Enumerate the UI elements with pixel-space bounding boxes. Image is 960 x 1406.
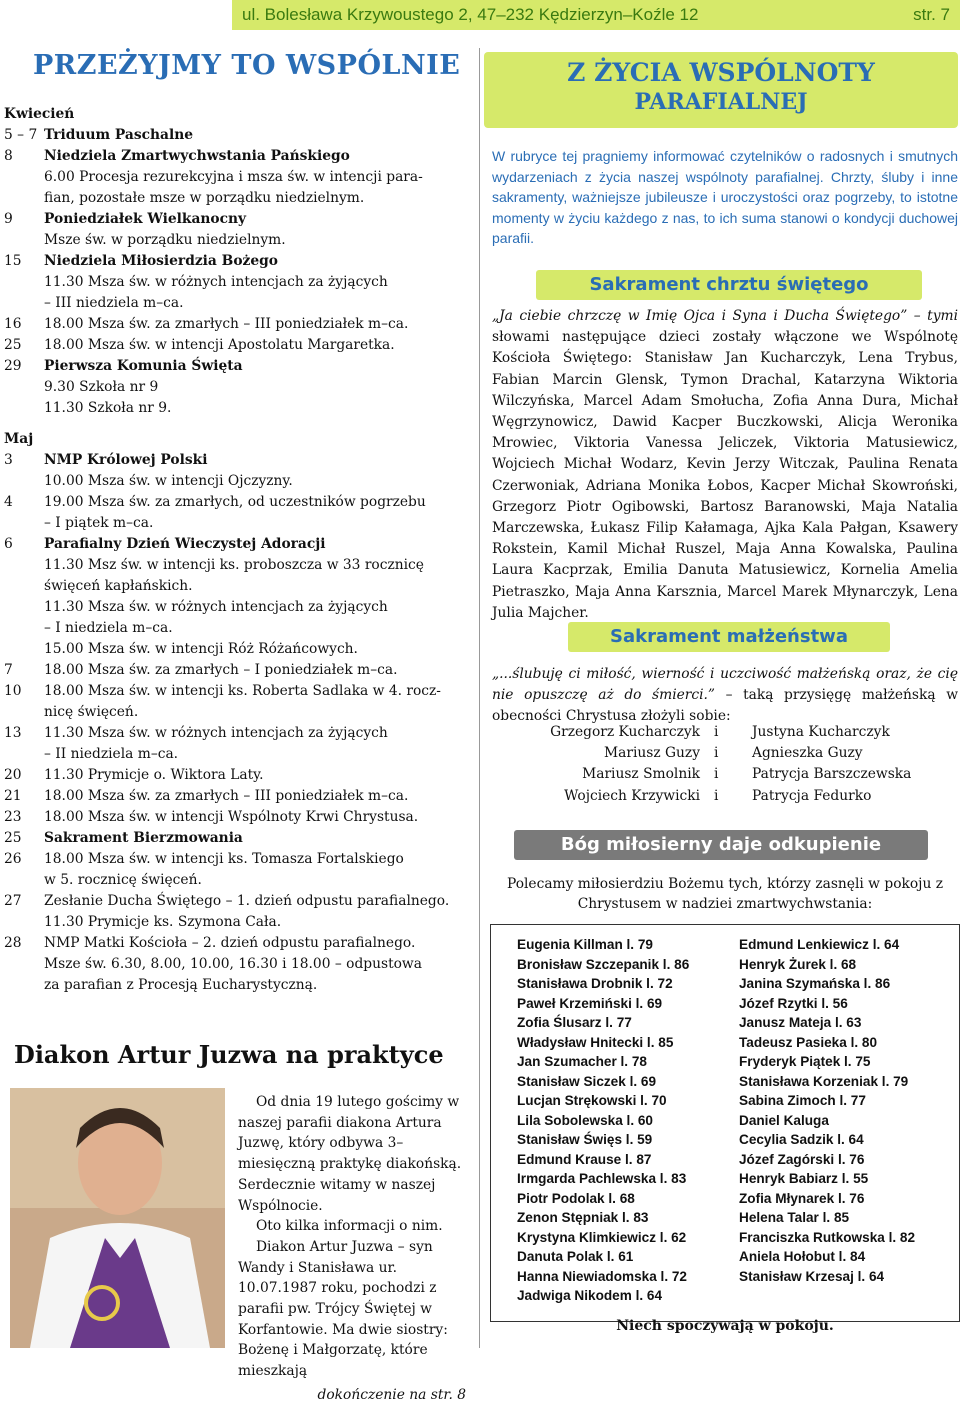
schedule-text: 18.00 Msza św. za zmarłych – III poniedziałek m–ca. — [44, 316, 409, 332]
schedule-date: 25 — [4, 830, 22, 846]
may-list — [4, 450, 474, 996]
schedule-row — [4, 125, 474, 146]
schedule-text: Zesłanie Ducha Świętego – 1. dzień odpustu parafialnego. — [44, 893, 450, 909]
schedule-text: 18.00 Msza św. za zmarłych – III poniedziałek m–ca. — [44, 788, 409, 804]
deceased-name: Bronisław Szczepanik l. 86 — [517, 956, 690, 972]
deceased-name: Józef Rzytki l. 56 — [739, 995, 848, 1011]
mercy-banner: Bóg miłosierny daje odkupienie — [514, 830, 928, 860]
schedule-text: 11.30 Szkoła nr 9. — [44, 400, 172, 416]
groom-name: Grzegorz Kucharczyk — [550, 724, 700, 740]
groom-name: Wojciech Krzywicki — [564, 787, 700, 804]
bride-name: Justyna Kucharczyk — [752, 724, 890, 740]
conjunction: i — [714, 766, 719, 783]
schedule-title: PRZEŻYJMY TO WSPÓLNIE — [33, 50, 461, 81]
schedule-text: 10.00 Msza św. w intencji Ojczyzny. — [44, 473, 293, 489]
marriage-vow: „...ślubuję ci miłość, wierność i uczciwość małżeńską oraz, że cię nie opuszczę aż do śmierci.” — [492, 666, 958, 704]
deceased-name: Hanna Niewiadomska l. 72 — [517, 1268, 687, 1284]
schedule-row — [4, 167, 474, 188]
schedule-text: 19.00 Msza św. za zmarłych, od uczestników pogrzebu — [44, 494, 426, 510]
deceased-name: Cecylia Sadzik l. 64 — [739, 1132, 864, 1147]
schedule-text: – III niedziela m–ca. — [44, 295, 184, 311]
schedule-row — [4, 597, 474, 618]
deceased-name: Stanisława Drobnik l. 72 — [517, 976, 673, 991]
schedule-row — [4, 377, 474, 398]
schedule-row — [4, 639, 474, 660]
deceased-name: Helena Talar l. 85 — [739, 1210, 850, 1225]
schedule-row — [4, 933, 474, 954]
baptism-names: słowami następujące dzieci zostały włączone we Wspólnotę Kościoła Świętego: Stanisław Jan Kucharczyk, Lena Trybus, Fabian Marcin Glensk, Tymon Drachal, Katarzyna Wiktoria Wilczyńska, Marcel Adam Smołucha, Zofia Anna Dura, Michał Węgrzynowicz, Dawid Kacper Buczkowski, Alicja Weronika Mrowiec, Viktoria Vanessa Jeliczek, Viktoria Matusiewicz, Wojciech Michał Wodarz, Kevin Jerzy Witczak, Paulina Renata Czerwoniak, Adriana Monika Łobos, Kacper Michał Skowroński, Grzegorz Piotr Ogibowski, Bartosz Baranowski, Maja Natalia Marczewska, Łukasz Filip Kałamaga, Ajka Kala Pałgan, Ksawery Rokstein, Kamil Michał Ruszel, Maja Anna Kowalska, Paulina Laura Kacprzak, Emilia Danuta Matusiewicz, Kornelia Amelia Pietraszko, Maja Anna Karsznia, Marcel Marek Młynarczyk, Lena Julia Majcher. — [492, 329, 958, 621]
deacon-paragraph-3: Diakon Artur Juzwa – syn Wandy i Stanisława ur. 10.07.1987 roku, pochodzi z parafii pw. Trójcy Świętej w Korfantowie. Ma dwie siostry: Bożenę i Małgorzatę, które mieszkają — [238, 1238, 448, 1380]
deceased-name: Aniela Hołobut l. 84 — [739, 1249, 866, 1264]
schedule-text: Niedziela Miłosierdzia Bożego — [44, 253, 278, 269]
deceased-name: Janina Szymańska l. 86 — [739, 976, 891, 991]
groom-name: Mariusz Guzy — [604, 745, 700, 762]
deacon-photo — [10, 1088, 225, 1348]
marriage-banner: Sakrament małżeństwa — [568, 622, 890, 652]
schedule-row — [4, 786, 474, 807]
schedule-date: 5 – 7 — [4, 127, 38, 143]
couple-row — [492, 786, 958, 807]
schedule-row — [4, 576, 474, 597]
couple-row — [492, 722, 958, 743]
schedule-text: 6.00 Procesja rezurekcyjna i msza św. w intencji para- — [44, 169, 423, 185]
schedule-text: 9.30 Szkoła nr 9 — [44, 379, 159, 395]
parish-address: ul. Bolesława Krzywoustego 2, 47–232 Kędzierzyn–Koźle 12 — [242, 5, 699, 24]
conjunction: i — [714, 745, 719, 762]
deceased-name: Zofia Młynarek l. 76 — [739, 1190, 865, 1206]
schedule-date: 20 — [4, 767, 22, 783]
schedule-row — [4, 660, 474, 681]
schedule-date: 29 — [4, 358, 22, 374]
schedule-row — [4, 807, 474, 828]
deceased-name: Sabina Zimoch l. 77 — [739, 1093, 866, 1108]
deacon-article — [238, 1092, 466, 1406]
community-header — [484, 52, 958, 128]
schedule-row — [4, 314, 474, 335]
schedule-row — [4, 954, 474, 975]
deceased-box — [490, 924, 960, 1322]
page-number: str. 7 — [913, 5, 950, 24]
schedule-text: nicę święceń. — [44, 704, 139, 720]
community-title: Z ŻYCIA WSPÓLNOTY — [567, 58, 875, 87]
deceased-name: Fryderyk Piątek l. 75 — [739, 1054, 871, 1069]
schedule-date: 9 — [4, 211, 13, 227]
schedule-text: 11.30 Prymicje ks. Szymona Cała. — [44, 914, 282, 930]
schedule-text: – I piątek m–ca. — [44, 515, 154, 531]
deceased-name: Tadeusz Pasieka l. 80 — [739, 1034, 878, 1050]
schedule-text: 11.30 Msza św. w różnych intencjach za żyjących — [44, 274, 388, 290]
schedule-row — [4, 293, 474, 314]
bride-name: Agnieszka Guzy — [752, 745, 863, 762]
schedule-date: 7 — [4, 662, 13, 678]
deceased-name: Franciszka Rutkowska l. 82 — [739, 1229, 916, 1245]
schedule-row — [4, 356, 474, 377]
couple-row — [492, 764, 958, 785]
schedule-date: 13 — [4, 725, 22, 741]
deceased-name: Danuta Polak l. 61 — [517, 1249, 634, 1264]
schedule-text: w 5. rocznicę święceń. — [44, 872, 202, 888]
schedule-row — [4, 618, 474, 639]
deceased-column-1 — [517, 935, 689, 1306]
mercy-text: Polecamy miłosierdziu Bożemu tych, którzy zasnęli w pokoju z Chrystusem w nadziei zmartwychwstania: — [506, 876, 943, 912]
deceased-name: Daniel Kaluga — [739, 1112, 829, 1128]
schedule-text: 18.00 Msza św. w intencji Wspólnoty Krwi Chrystusa. — [44, 809, 419, 825]
schedule-text: 18.00 Msza św. w intencji ks. Tomasza Fortalskiego — [44, 851, 404, 867]
deceased-name: Zofia Ślusarz l. 77 — [517, 1015, 632, 1030]
schedule-date: 15 — [4, 253, 22, 269]
schedule-text: Msze św. w porządku niedzielnym. — [44, 232, 286, 248]
deceased-name: Henryk Żurek l. 68 — [739, 956, 857, 972]
schedule-row — [4, 744, 474, 765]
schedule-text: 18.00 Msza św. w intencji Apostolatu Margaretka. — [44, 337, 395, 353]
schedule-date: 3 — [4, 452, 13, 468]
schedule-text: 18.00 Msza św. w intencji ks. Roberta Sadlaka w 4. rocz- — [44, 683, 441, 699]
schedule-date: 26 — [4, 851, 22, 867]
schedule-date: 23 — [4, 809, 22, 825]
month-may: Maj — [4, 431, 34, 447]
schedule-date: 25 — [4, 337, 22, 353]
schedule-row — [4, 471, 474, 492]
deceased-name: Jan Szumacher l. 78 — [517, 1054, 647, 1069]
schedule-row — [4, 230, 474, 251]
schedule-text: Sakrament Bierzmowania — [44, 830, 243, 846]
deceased-name: Stanisław Siczek l. 69 — [517, 1073, 657, 1089]
groom-name: Mariusz Smolnik — [582, 766, 700, 783]
schedule-text: 11.30 Msza św. w różnych intencjach za żyjących — [44, 725, 388, 741]
rest-in-peace: Niech spoczywają w pokoju. — [616, 1318, 834, 1334]
marriage-text — [492, 664, 958, 728]
schedule-row — [4, 146, 474, 167]
schedule-row — [4, 765, 474, 786]
schedule-date: 6 — [4, 536, 13, 552]
schedule-text: Niedziela Zmartwychwstania Pańskiego — [44, 148, 350, 164]
schedule-row — [4, 702, 474, 723]
schedule-row — [4, 492, 474, 513]
schedule-date: 21 — [4, 788, 22, 804]
schedule-date: 10 — [4, 683, 22, 699]
deacon-paragraph-2: Oto kilka informacji o nim. — [256, 1218, 443, 1235]
deceased-name: Józef Zagórski l. 76 — [739, 1151, 865, 1167]
deceased-name: Jadwiga Nikodem l. 64 — [517, 1288, 663, 1303]
schedule-row — [4, 891, 474, 912]
header-bar — [232, 0, 960, 30]
bride-name: Patrycja Fedurko — [752, 787, 872, 804]
schedule-text: Poniedziałek Wielkanocny — [44, 211, 247, 227]
schedule — [4, 104, 474, 996]
schedule-row — [4, 335, 474, 356]
deceased-name: Eugenia Killman l. 79 — [517, 937, 653, 952]
deceased-name: Stanisław Święs l. 59 — [517, 1132, 653, 1147]
schedule-row — [4, 975, 474, 996]
schedule-text: – II niedziela m–ca. — [44, 746, 179, 762]
schedule-text: 18.00 Msza św. za zmarłych – I poniedziałek m–ca. — [44, 662, 398, 678]
deceased-name: Stanisław Krzesaj l. 64 — [739, 1268, 885, 1284]
conjunction: i — [714, 787, 719, 804]
bride-name: Patrycja Barszczewska — [752, 766, 912, 783]
deceased-column-2 — [739, 935, 915, 1286]
deceased-name: Piotr Podolak l. 68 — [517, 1190, 635, 1206]
deacon-paragraph-1: Od dnia 19 lutego gościmy w naszej parafii diakona Artura Juzwę, który odbywa 3–miesięczną praktykę diakońską. Serdecznie witamy w naszej Wspólnocie. — [238, 1094, 462, 1214]
schedule-row — [4, 398, 474, 419]
couple-row — [492, 743, 958, 764]
schedule-date: 28 — [4, 935, 22, 951]
schedule-row — [4, 849, 474, 870]
deceased-name: Lila Sobolewska l. 60 — [517, 1112, 653, 1128]
schedule-row — [4, 912, 474, 933]
schedule-row — [4, 188, 474, 209]
schedule-text: fian, pozostałe msze w porządku niedzielnym. — [44, 190, 365, 206]
deceased-name: Krystyna Klimkiewicz l. 62 — [517, 1229, 687, 1245]
schedule-date: 8 — [4, 148, 13, 164]
schedule-row — [4, 450, 474, 471]
baptism-banner: Sakrament chrztu świętego — [536, 270, 922, 300]
continued-link[interactable]: dokończenie na str. 8 — [317, 1386, 466, 1403]
schedule-date: 27 — [4, 893, 22, 909]
baptism-quote: „Ja ciebie chrzczę w Imię Ojca i Syna i Ducha Świętego” – tymi — [492, 308, 958, 324]
schedule-date: 4 — [4, 494, 13, 510]
schedule-row — [4, 513, 474, 534]
schedule-row — [4, 723, 474, 744]
schedule-text: za parafian z Procesją Eucharystyczną. — [44, 977, 318, 993]
deceased-name: Zenon Stępniak l. 83 — [517, 1210, 649, 1225]
schedule-text: – I niedziela m–ca. — [44, 620, 173, 636]
schedule-text: 11.30 Msz św. w intencji ks. proboszcza w 33 rocznicę — [44, 557, 424, 573]
schedule-row — [4, 272, 474, 293]
deceased-name: Edmund Krause l. 87 — [517, 1151, 652, 1167]
baptism-text — [492, 306, 958, 624]
couples-list — [492, 722, 958, 807]
community-intro: W rubryce tej pragniemy informować czytelników o radosnych i smutnych wydarzeniach z życia naszej wspólnoty parafialnej. Chrzty, śluby i inne sakramenty, ważniejsze jubileusze i uroczystości oraz pogrzeby, to istotne momenty w życiu każdego z nas, to ich suma stanowi o kondycji duchowej parafii. — [492, 148, 958, 246]
schedule-text: Triduum Paschalne — [44, 127, 194, 143]
schedule-text: Parafialny Dzień Wieczystej Adoracji — [44, 536, 326, 552]
schedule-text: święceń kapłańskich. — [44, 578, 193, 594]
schedule-text: 11.30 Prymicje o. Wiktora Laty. — [44, 767, 264, 783]
schedule-text: NMP Matki Kościoła – 2. dzień odpustu parafialnego. — [44, 935, 416, 951]
deceased-name: Irmgarda Pachlewska l. 83 — [517, 1171, 687, 1186]
deceased-name: Władysław Hnitecki l. 85 — [517, 1034, 674, 1050]
deacon-title: Diakon Artur Juzwa na praktyce — [14, 1040, 444, 1069]
schedule-row — [4, 870, 474, 891]
schedule-row — [4, 681, 474, 702]
deceased-name: Henryk Babiarz l. 55 — [739, 1171, 869, 1186]
april-list — [4, 125, 474, 419]
schedule-row — [4, 828, 474, 849]
schedule-row — [4, 555, 474, 576]
conjunction: i — [714, 724, 719, 740]
schedule-row — [4, 251, 474, 272]
schedule-date: 16 — [4, 316, 22, 332]
community-subtitle: PARAFIALNEJ — [634, 89, 808, 115]
schedule-text: Msze św. 6.30, 8.00, 10.00, 16.30 i 18.00 – odpustowa — [44, 956, 422, 972]
month-april: Kwiecień — [4, 106, 75, 122]
column-divider — [479, 48, 480, 1348]
schedule-row — [4, 534, 474, 555]
deceased-name: Stanisława Korzeniak l. 79 — [739, 1073, 909, 1089]
marriage-intro: – taką przysięgę małżeńską w obecności Chrystusa złożyli sobie: — [492, 687, 959, 725]
schedule-text: 15.00 Msza św. w intencji Róż Różańcowych. — [44, 641, 358, 657]
schedule-text: NMP Królowej Polski — [44, 452, 208, 468]
deceased-name: Paweł Krzemiński l. 69 — [517, 995, 663, 1011]
schedule-text: Pierwsza Komunia Święta — [44, 358, 243, 374]
deceased-name: Lucjan Strękowski l. 70 — [517, 1093, 667, 1108]
deceased-name: Edmund Lenkiewicz l. 64 — [739, 937, 900, 952]
deceased-name: Janusz Mateja l. 63 — [739, 1015, 862, 1030]
schedule-text: 11.30 Msza św. w różnych intencjach za żyjących — [44, 599, 388, 615]
schedule-row — [4, 209, 474, 230]
